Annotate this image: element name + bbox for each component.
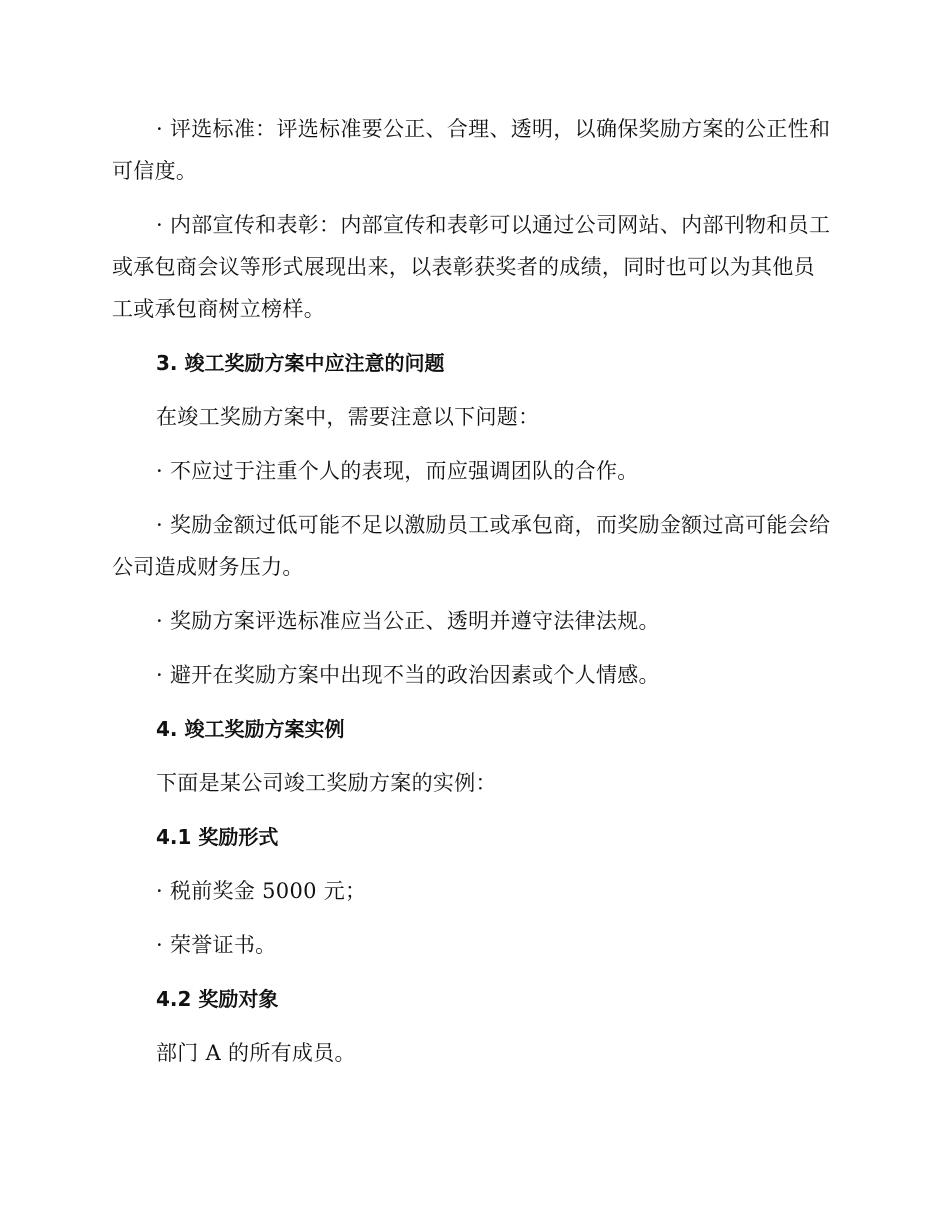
section-heading-4: 4. 竣工奖励方案实例 (156, 717, 345, 741)
section-heading-4-1: 4.1 奖励形式 (156, 825, 279, 849)
paragraph-internal-publicity: · 内部宣传和表彰：内部宣传和表彰可以通过公司网站、内部刊物和员工或承包商会议等形式展现出来，以表彰获奖者的成绩，同时也可以为其他员工或承包商树立榜样。 (112, 213, 831, 321)
section-heading-4-2: 4.2 奖励对象 (156, 987, 279, 1011)
paragraph-bonus: · 税前奖金 5000 元； (156, 879, 367, 903)
paragraph-issue-politics: · 避开在奖励方案中出现不当的政治因素或个人情感。 (156, 663, 660, 687)
paragraph-issue-teamwork: · 不应过于注重个人的表现，而应强调团队的合作。 (156, 459, 639, 483)
paragraph-recipients: 部门 A 的所有成员。 (156, 1041, 356, 1065)
paragraph-intro-issues: 在竣工奖励方案中，需要注意以下问题： (156, 405, 540, 429)
paragraph-evaluation-criteria: · 评选标准：评选标准要公正、合理、透明，以确保奖励方案的公正性和可信度。 (112, 117, 831, 183)
section-heading-3: 3. 竣工奖励方案中应注意的问题 (156, 351, 445, 375)
paragraph-issue-amount: · 奖励金额过低可能不足以激励员工或承包商，而奖励金额过高可能会给公司造成财务压力。 (112, 513, 831, 579)
paragraph-certificate: · 荣誉证书。 (156, 933, 277, 957)
paragraph-example-intro: 下面是某公司竣工奖励方案的实例： (156, 771, 497, 795)
document-body (112, 108, 832, 1086)
paragraph-issue-fairness: · 奖励方案评选标准应当公正、透明并遵守法律法规。 (156, 609, 660, 633)
